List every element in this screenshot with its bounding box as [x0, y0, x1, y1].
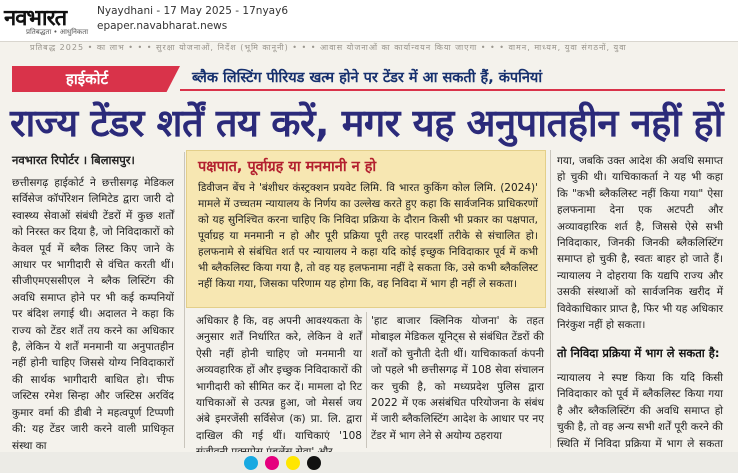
- yellow-registration-dot-icon: [286, 456, 300, 470]
- boxout-text: डिवीजन बेंच ने 'बंशीधर कंस्ट्रक्शन प्रयवेट लिमि. वि भारत कुकिंग कोल लिमि. (2024)' मामले में उच्चतम न्यायालय के निर्णय का उल्लेख करते हुए कहा कि सार्वजनिक प्राधिकरणों को यह सुनिश्चित करना चाहिए कि निविदा प्रक्रिया के दौरान किसी भी प्रकार का पक्षपात, पूर्वाग्रह या मनमानी न हो और पूरी प्रक्रिया पूरी तरह पारदर्शी तरीके से संचालित हो। हलफनामे से संबंधित शर्त पर न्यायालय ने कहा यदि कोई इच्छुक निविदाकार पूर्व में कभी भी ब्लैकलिस्ट किया गया है, तो वह यह हलफनामा नहीं दे सकता कि, उसे कभी ब्लैकलिस्ट नहीं किया गया, जिसका परिणाम यह होगा कि, वह निविदा में भाग ही नहीं ले सकता।: [198, 182, 538, 290]
- page-bottom-margin: [0, 452, 738, 473]
- newspaper-logo[interactable]: [4, 2, 90, 38]
- article-column-4-bottom: न्यायालय ने स्पष्ट किया कि यदि किसी निविदाकार को पूर्व में ब्लैकलिस्ट किया गया है और ब्लैकलिस्टिंग की अवधि समाप्त हो चुकी है, तो वह अन्य सभी शर्तें पूरी करने की स्थिति में निविदा प्रक्रिया में भाग ले सकता: [557, 372, 724, 450]
- logo-tagline: प्रतिबद्धता • आधुनिकता: [26, 28, 89, 36]
- column-divider: [366, 312, 367, 448]
- main-headline: राज्य टेंडर शर्तें तय करें, मगर यह अनुपातहीन नहीं हों: [10, 101, 723, 145]
- boxout-title: पक्षपात, पूर्वाग्रह या मनमानी न हो: [198, 159, 377, 175]
- cropped-previous-article-text: प्रतिबद्ध 2025 • का लाभ • • • सुरक्षा योजनाओं, निर्देश (भूमि कानूनी) • • • आवास योजनाओं का कार्यान्वयन किया जाएगा • • • वामन, माध्यम, युवा संगठनों, युवा: [30, 43, 627, 52]
- black-registration-dot-icon: [307, 456, 321, 470]
- edition-line: Nyaydhani - 17 May 2025 - 17nyay6: [97, 5, 288, 17]
- byline: नवभारत रिपोर्टर । बिलासपुर।: [12, 153, 135, 167]
- article-column-2: अधिकार है कि, वह अपनी आवश्यकता के अनुसार शर्तें निर्धारित करे, लेकिन वे शर्तें ऐसी नहीं होनी चाहिए जो मनमानी या अव्यवहारिक हों और इच्छुक निविदाकारों की भागीदारी को सीमित कर दें। मामला दो रिट याचिकाओं से उत्पन्न हुआ, जो मेसर्स जय अंबे इमरजेंसी सर्विसेज (क) प्रा. लि. द्वारा दाखिल की गई थीं। याचिकाएं '108: [196, 315, 362, 442]
- article-column-4-top: गया, जबकि उक्त आदेश की अवधि समाप्त हो चुकी थी। याचिकाकर्ता ने यह भी कहा कि "कभी ब्लैकलिस्ट नहीं किया गया" ऐसा हलफनामा देना एक अटपटी और अव्यावहारिक शर्त है, जिससे ऐसे सभी निविदाकार, जिनकी जिनकी ब्लैकलिस्टिंग समाप्त हो चुकी है, स्वतः बाहर हो जाते हैं। न्यायालय ने दोहराया कि यद्यपि राज्य और उसकी संस्थाओं को सार्वजनिक खरीद में विवेकाधिकार प्राप्त है, फिर भी यह अधिकार निरंकुश नहीं हो सकता।: [557, 155, 723, 332]
- column-divider: [184, 152, 185, 448]
- article-column-3: 'हाट बाजार क्लिनिक योजना' के तहत मोबाइल मेडिकल यूनिट्स से संबंधित टेंडरों की शर्तों को चुनौती देती थीं। याचिकाकर्ता कंपनी जो पहले भी छत्तीसगढ़ में 108 सेवा संचालन कर चुकी है, को मध्यप्रदेश पुलिस द्वारा 2022 में एक असंबंधित परियोजना के संबंध में जारी ब्लैकलिस्टिंग आदेश के आधार पर नए टेंडर में भाग लेने से अयोग्य ठहराया: [371, 315, 544, 442]
- epaper-link[interactable]: epaper.navabharat.news: [97, 20, 228, 32]
- magenta-registration-dot-icon: [265, 456, 279, 470]
- kicker-label: हाईकोर्ट: [65, 70, 109, 88]
- subheading: तो निविदा प्रक्रिया में भाग ले सकता है:: [557, 346, 720, 360]
- cyan-registration-dot-icon: [244, 456, 258, 470]
- strapline: ब्लैक लिस्टिंग पीरियड खत्म होने पर टेंडर में आ सकती हैं, कंपनियां: [192, 70, 543, 86]
- masthead-bar: [0, 0, 738, 42]
- article-column-1: छत्तीसगढ़ हाईकोर्ट ने छत्तीसगढ़ मेडिकल सर्विसेज कॉर्पोरेशन लिमिटेड द्वारा जारी दो स्वास्थ्य सेवाओं संबंधी टेंडरों में कुछ शर्तों को निरस्त कर दिया है, जो निविदाकारों को केवल पूर्व में ब्लैक लिस्ट किए जाने के आधार पर भागीदारी से वंचित करती थीं। सीजीएमएससीएल ने ब्लैक लिस्टिंग की अवधि समाप्त होने पर भी कई कम्पनियों पर बंदिश लगाई थी। अदालत ने कहा कि राज्य को टेंडर शर्तें तय करने का अधिकार है, लेकिन ये शर्तें मनमानी या अनुपातहीन नहीं होनी चाहिए जिससे योग्य निविदाकारों की सार्थक भागीदारी बाधित हो। चीफ जस्टिस रमेश सिन्हा और जस्टिस अरविंद कुमार वर्मा की डीबी ने महत्वपूर्ण टिप्पणी की: यह टेंडर जारी करने वाली प्राधिकृत संस्था का: [12, 177, 174, 452]
- logo-wordmark: नवभारत: [4, 6, 67, 31]
- column-divider: [550, 150, 551, 448]
